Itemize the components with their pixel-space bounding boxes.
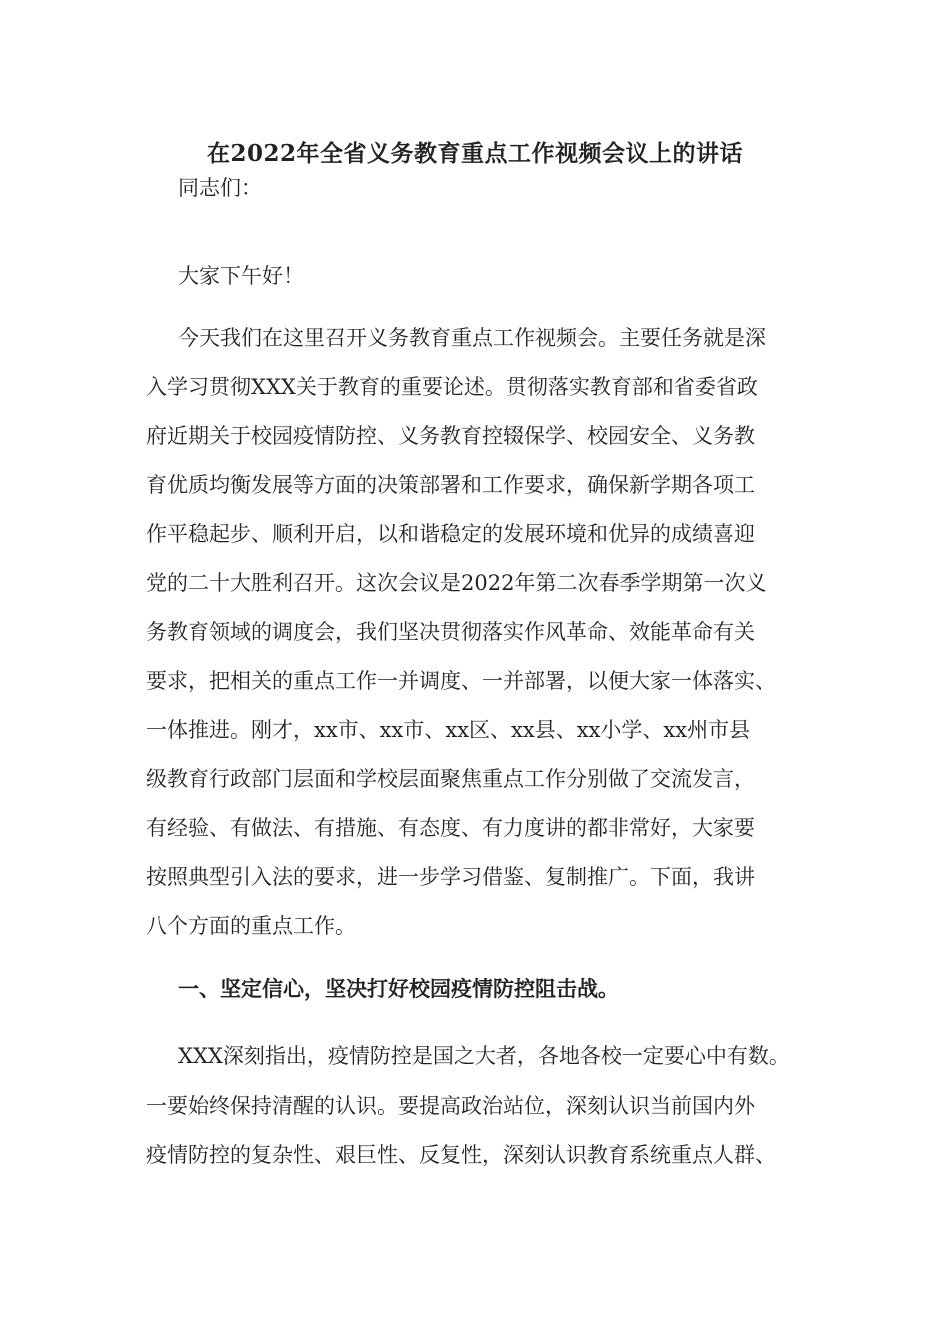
paragraph-line: 一要始终保持清醒的认识。要提高政治站位，深刻认识当前国内外 [146,1094,755,1118]
paragraph-line: 要求，把相关的重点工作一并调度、一并部署，以便大家一体落实、 [146,669,776,693]
paragraph-line: 今天我们在这里召开义务教育重点工作视频会。主要任务就是深 [178,326,766,350]
paragraph-line: 级教育行政部门层面和学校层面聚焦重点工作分别做了交流发言， [146,767,755,791]
salutation: 同志们： [178,176,262,200]
paragraph-line: 作平稳起步、顺利开启，以和谐稳定的发展环境和优异的成绩喜迎 [146,522,755,546]
paragraph-line: XXX深刻指出，疫情防控是国之大者，各地各校一定要心中有数。 [178,1044,790,1068]
paragraph-line: 按照典型引入法的要求，进一步学习借鉴、复制推广。下面，我讲 [146,865,755,889]
paragraph-line: 疫情防控的复杂性、艰巨性、反复性，深刻认识教育系统重点人群、 [146,1143,776,1167]
section-heading: 一、坚定信心，坚决打好校园疫情防控阻击战。 [178,976,619,1001]
greeting: 大家下午好！ [178,264,304,288]
document-title: 在2022年全省义务教育重点工作视频会议上的讲话 [206,140,743,167]
paragraph-line: 入学习贯彻XXX关于教育的重要论述。贯彻落实教育部和省委省政 [146,375,758,399]
paragraph-line: 府近期关于校园疫情防控、义务教育控辍保学、校园安全、义务教 [146,424,755,448]
paragraph-line: 党的二十大胜利召开。这次会议是2022年第二次春季学期第一次义 [146,571,767,595]
paragraph-line: 有经验、有做法、有措施、有态度、有力度讲的都非常好，大家要 [146,816,755,840]
paragraph-line: 务教育领域的调度会，我们坚决贯彻落实作风革命、效能革命有关 [146,620,755,644]
paragraph-line: 八个方面的重点工作。 [146,914,356,938]
paragraph-line: 一体推进。刚才，xx市、xx市、xx区、xx县、xx小学、xx州市县 [146,718,751,742]
paragraph-line: 育优质均衡发展等方面的决策部署和工作要求，确保新学期各项工 [146,473,755,497]
